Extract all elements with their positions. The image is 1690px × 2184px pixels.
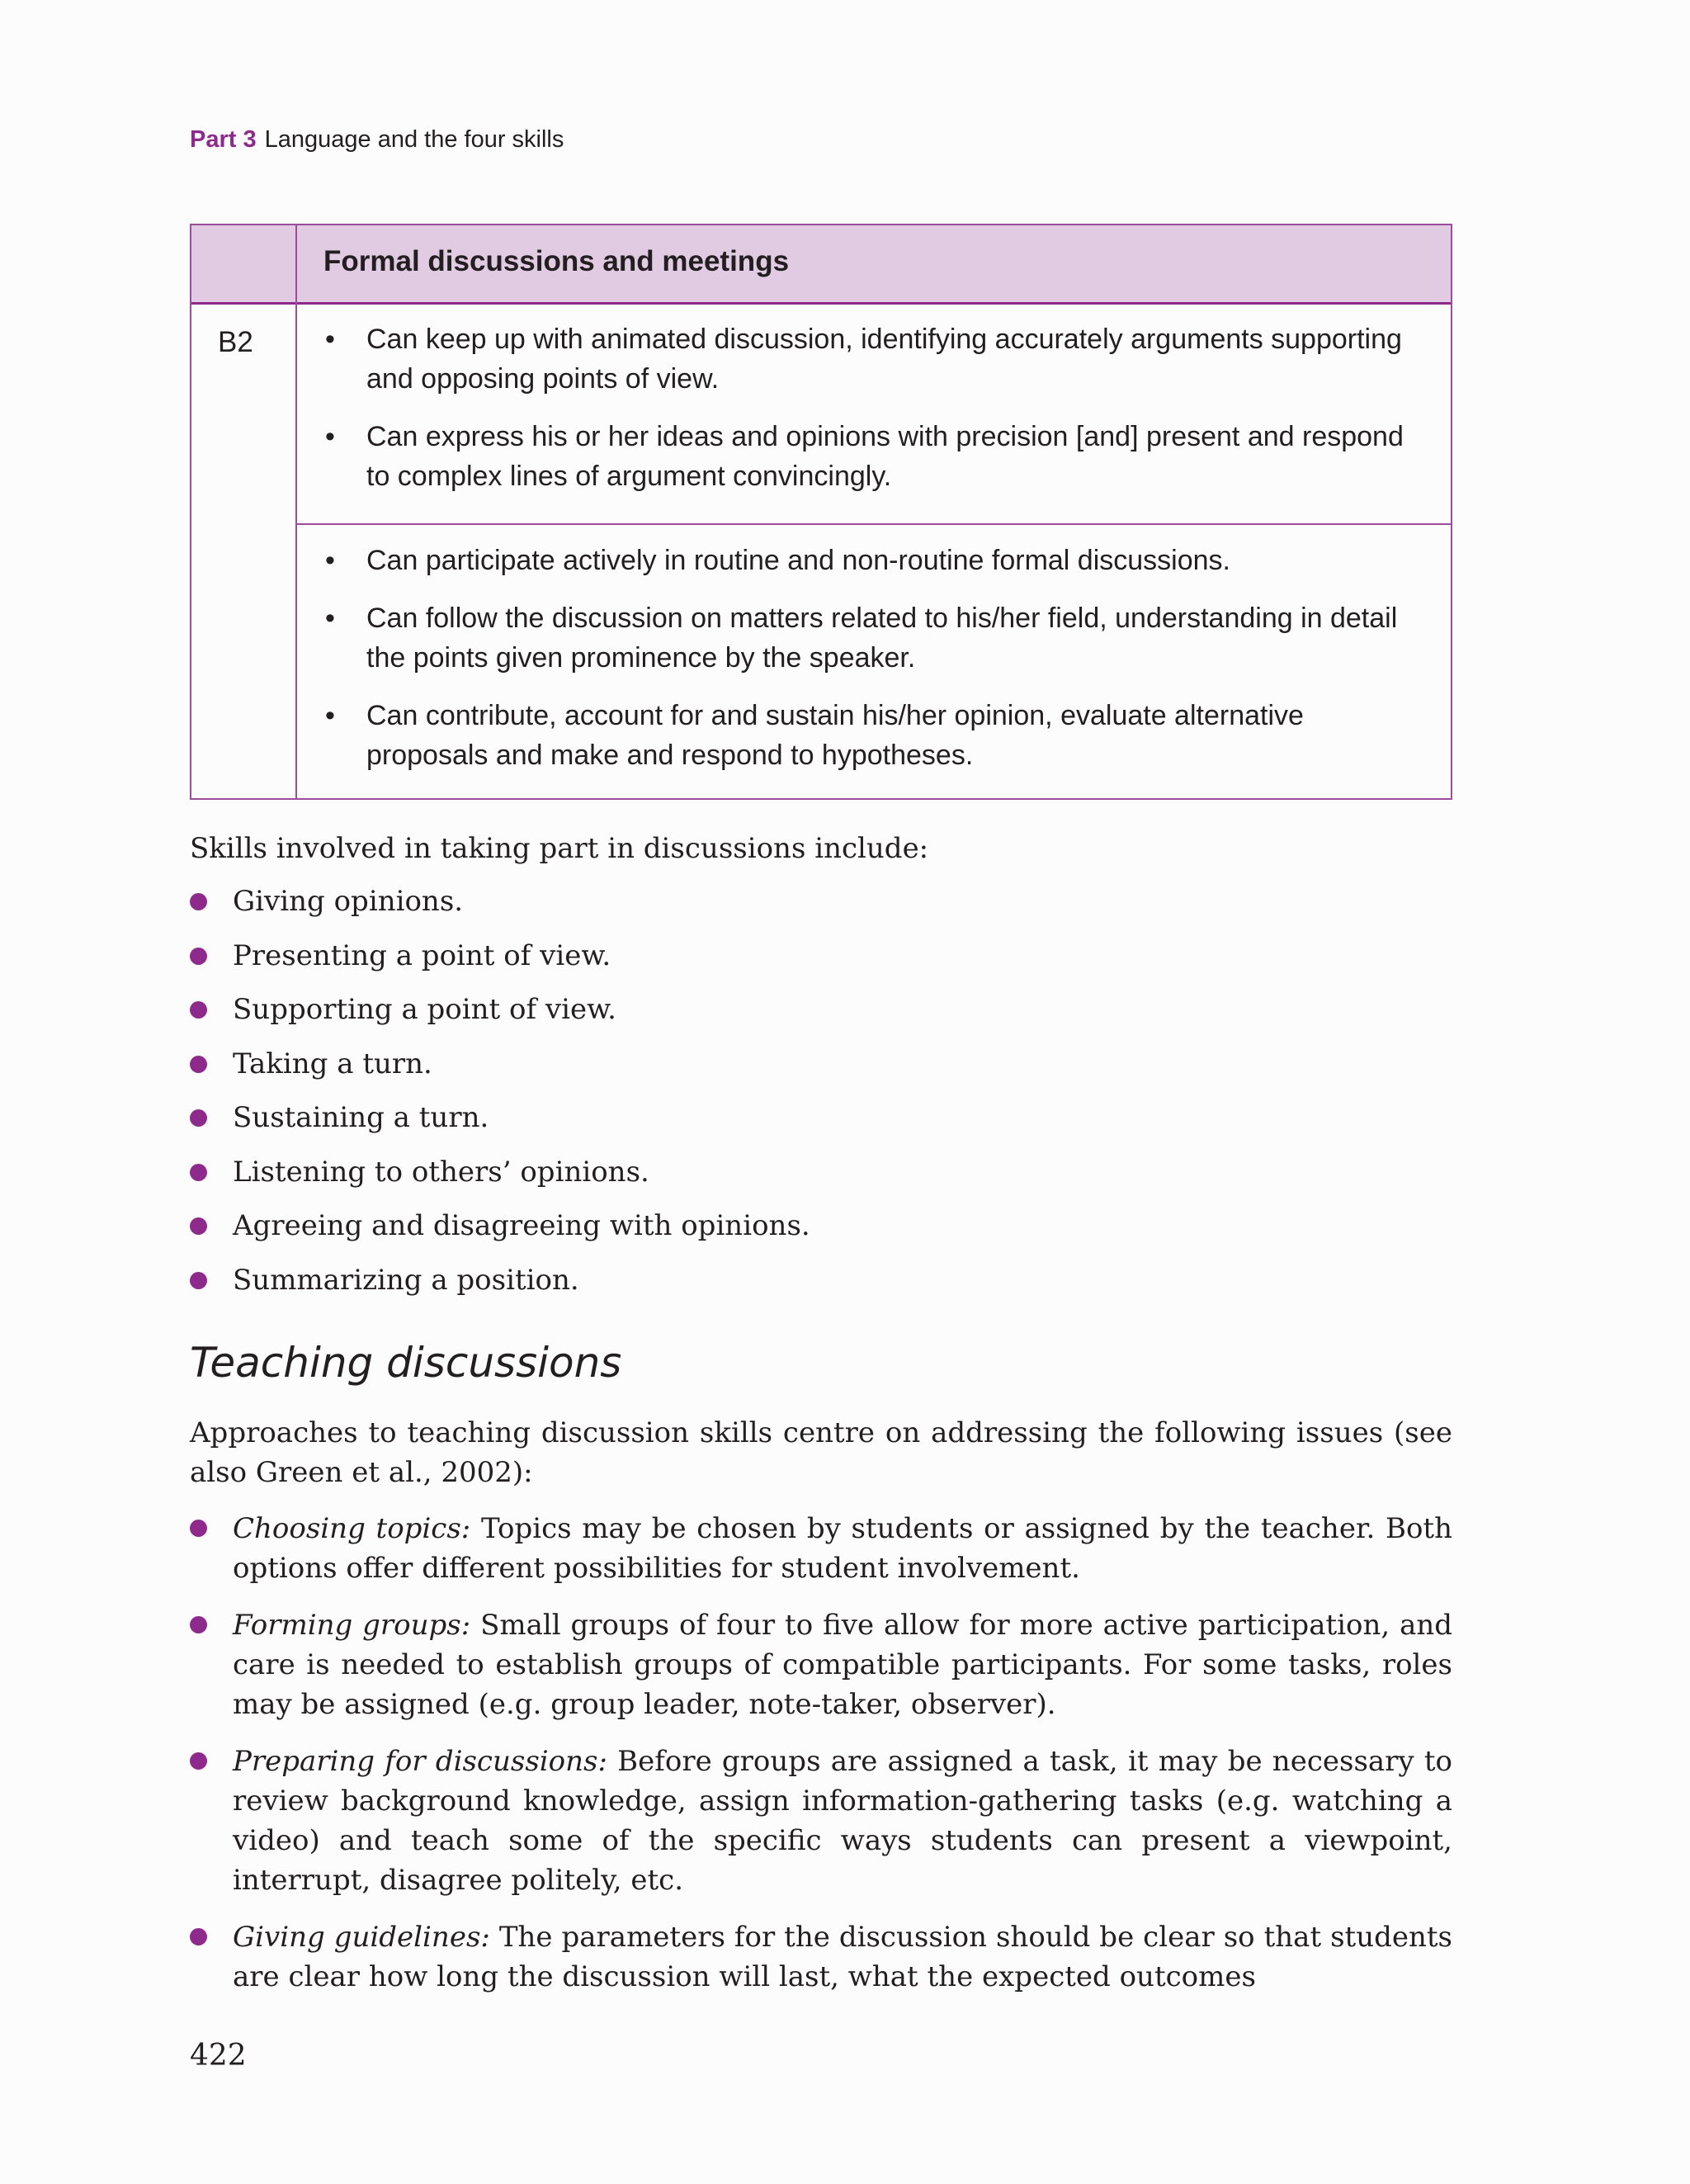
issue-text: Topics may be chosen by students or assigned by the teacher. Both options offer different possibilities for student involvement. <box>233 1512 1452 1585</box>
list-item <box>190 1098 810 1152</box>
table-heading: Formal discussions and meetings <box>323 245 790 277</box>
bullet-dot-icon <box>190 1109 207 1127</box>
list-item <box>190 1044 810 1099</box>
descriptor-item: • Can participate actively in routine and non-routine formal discussions. <box>323 541 1421 580</box>
skills-list <box>190 882 810 1314</box>
issue-term: Preparing for discussions: <box>233 1745 607 1778</box>
list-item-text: Agreeing and disagreeing with opinions. <box>233 1209 810 1242</box>
issue-term: Forming groups: <box>233 1609 471 1642</box>
list-item <box>190 1605 1452 1724</box>
descriptor-list-b <box>323 541 1421 793</box>
descriptor-item: • Can follow the discussion on matters related to his/her field, understanding in detail the points given prominence by the speaker. <box>323 598 1421 678</box>
section-title: Teaching discussions <box>190 1339 622 1387</box>
descriptor-list-a <box>323 319 1421 514</box>
part-label: Part 3 <box>190 126 257 153</box>
bullet-dot-icon <box>190 1928 207 1945</box>
list-item <box>190 1917 1452 1997</box>
list-item <box>190 936 810 990</box>
bullet-dot-icon <box>190 1272 207 1289</box>
list-item-text: Summarizing a position. <box>233 1263 579 1297</box>
list-item-text: Supporting a point of view. <box>233 993 616 1026</box>
bullet-dot-icon <box>190 1001 207 1019</box>
descriptor-item: • Can contribute, account for and sustain his/her opinion, evaluate alternative proposals and make and respond to hypotheses. <box>323 696 1421 775</box>
list-item <box>190 1260 810 1315</box>
issue-text: Small groups of four to five allow for more active participation, and care is needed to establish groups of compatible participants. For some tasks, roles may be assigned (e.g. group leader, note-taker, observer). <box>233 1609 1453 1721</box>
bullet-dot-icon <box>190 1164 207 1181</box>
level-label: B2 <box>218 326 253 358</box>
skills-intro: Skills involved in taking part in discussions include: <box>190 832 929 865</box>
bullet-dot-icon <box>190 948 207 965</box>
list-item-text: Presenting a point of view. <box>233 938 611 972</box>
list-item-text: Giving opinions. <box>233 885 464 918</box>
bullet-dot-icon <box>190 1520 207 1537</box>
bullet-dot-icon <box>190 1056 207 1073</box>
issues-list <box>190 1509 1452 2014</box>
bullet-dot-icon <box>190 1217 207 1235</box>
header-title: Language and the four skills <box>264 126 564 153</box>
list-item <box>190 1206 810 1260</box>
list-item <box>190 1152 810 1207</box>
list-item <box>190 882 810 936</box>
list-item-text: Listening to others’ opinions. <box>233 1155 649 1189</box>
section-paragraph: Approaches to teaching discussion skills centre on addressing the following issues (see also Green et al., 2002): <box>190 1416 1452 1489</box>
page-number: 422 <box>190 2039 247 2073</box>
table-header-row <box>191 225 1451 305</box>
row-divider <box>297 523 1451 525</box>
list-item <box>190 990 810 1044</box>
list-item <box>190 1509 1452 1588</box>
bullet-dot-icon <box>190 1752 207 1770</box>
running-header <box>190 126 564 154</box>
issue-text: The parameters for the discussion should be clear so that students are clear how long the discussion will last, what the expected outcomes <box>233 1921 1452 1993</box>
list-item-text: Taking a turn. <box>233 1047 432 1080</box>
descriptor-item: • Can express his or her ideas and opinions with precision [and] present and respond to complex lines of argument convincingly. <box>323 417 1421 496</box>
list-item-text: Sustaining a turn. <box>233 1101 489 1134</box>
issue-text: Before groups are assigned a task, it may be necessary to review background knowledge, assign information-gathering tasks (e.g. watching a video) and teach some of the specific ways students can present a viewpoint, interrupt, disagree politely, etc. <box>233 1745 1452 1897</box>
descriptor-table <box>190 224 1452 800</box>
bullet-dot-icon <box>190 1616 207 1633</box>
bullet-dot-icon <box>190 893 207 910</box>
issue-term: Giving guidelines: <box>233 1921 490 1954</box>
descriptor-item: • Can keep up with animated discussion, identifying accurately arguments supporting and opposing points of view. <box>323 319 1421 399</box>
list-item <box>190 1742 1452 1900</box>
issue-term: Choosing topics: <box>233 1512 471 1545</box>
column-divider <box>295 225 297 798</box>
